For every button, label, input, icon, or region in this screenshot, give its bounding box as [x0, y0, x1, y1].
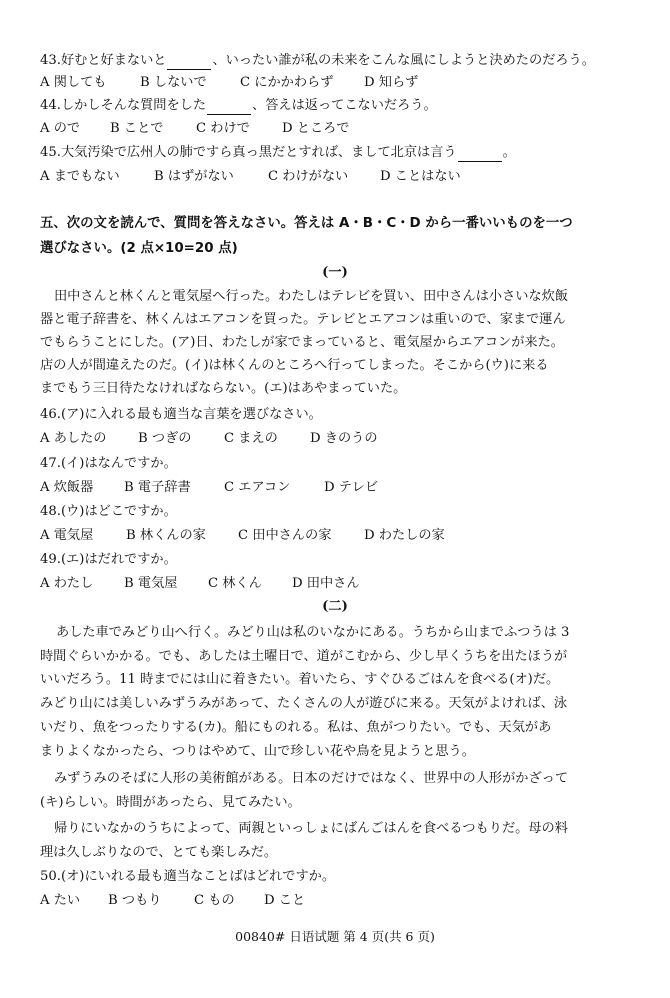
passage-2-line: みどり山には美しいみずうみがあって、たくさんの人が遊びに来る。天気がよければ、泳 [40, 696, 568, 711]
passage-2-line: 帰りにいなかのうちによって、両親といっしょにばんごはんを食べるつもりだ。母の料 [54, 821, 568, 836]
question-44-text-before: 44.しかしそんな質問をした [40, 98, 207, 113]
question-48: 48.(ウ)はどこですか。 [40, 504, 177, 519]
option-c: C にかかわらず [240, 75, 334, 90]
option-a: A 電気屋 [40, 528, 94, 543]
question-47: 47.(イ)はなんですか。 [40, 456, 177, 471]
question-45 [40, 144, 516, 162]
option-c: C わけがない [268, 169, 349, 184]
section-heading-line-1: 五、次の文を読んで、質問を答えなさい。答えは A・B・C・D から一番いいものを一つ [40, 216, 573, 231]
question-43 [40, 52, 595, 70]
option-a: A わたし [40, 576, 94, 591]
option-c: C もの [194, 893, 235, 908]
answer-blank [167, 55, 211, 70]
question-44 [40, 97, 437, 115]
option-d: D ところで [282, 121, 350, 136]
option-d: D 知らず [364, 75, 419, 90]
question-49-options [40, 575, 360, 593]
passage-2-line: (キ)らしい。時間があったら、見てみたい。 [40, 795, 301, 810]
option-a: A までもない [40, 169, 120, 184]
option-b: B ことで [110, 121, 164, 136]
question-43-text-before: 43.好むと好まないと [40, 53, 167, 68]
part-2-heading: (二) [322, 599, 348, 614]
passage-2-line: 時間ぐらいかかる。でも、あしたは土曜日で、道がこむから、少し早くうちを出たほうが [40, 649, 568, 664]
option-b: B 電気屋 [124, 576, 178, 591]
option-d: D きのうの [310, 431, 378, 446]
option-d: D テレビ [324, 480, 379, 495]
question-43-options [40, 74, 418, 92]
option-a: A 炊飯器 [40, 480, 94, 495]
question-46: 46.(ア)に入れる最も適当な言葉を選びなさい。 [40, 407, 322, 422]
answer-blank [458, 147, 502, 162]
option-d: D こと [264, 893, 306, 908]
option-c: C 林くん [208, 576, 262, 591]
passage-2-line: 理は久しぶりなので、とても楽しみだ。 [40, 845, 278, 860]
option-b: B はずがない [154, 169, 234, 184]
question-47-options [40, 479, 378, 497]
passage-2-line: みずうみのそばに人形の美術館がある。日本のだけではなく、世界中の人形がかざって [54, 771, 569, 786]
passage-1-line: 田中さんと林くんと電気屋へ行った。わたしはテレビを買い、田中さんは小さいな炊飯 [54, 289, 569, 304]
question-45-text-before: 45.大気汚染で広州人の肺ですら真っ黒だとすれば、まして北京は言う [40, 145, 457, 160]
answer-blank [207, 100, 251, 115]
option-b: B つぎの [138, 431, 192, 446]
question-45-text-after: 。 [502, 145, 516, 160]
option-b: B 林くんの家 [126, 528, 206, 543]
passage-2-line: まりよくなかったら、つりはやめて、山で珍しい花や鳥を見ようと思う。 [40, 744, 475, 759]
question-50-options [40, 892, 305, 910]
question-43-text-after: 、いったい誰が私の未来をこんな風にしようと決めたのだろう。 [212, 53, 595, 68]
option-c: C エアコン [224, 480, 291, 495]
option-a: A あしたの [40, 431, 107, 446]
option-a: A 関しても [40, 75, 107, 90]
option-c: C わけで [196, 121, 250, 136]
option-b: B つもり [108, 893, 162, 908]
section-heading-line-2: 選びなさい。(2 点×10=20 点) [40, 241, 238, 256]
question-49: 49.(エ)はだれですか。 [40, 552, 177, 567]
question-50: 50.(オ)にいれる最も適当なことばはどれですか。 [40, 869, 336, 884]
passage-1-line: までもう三日待たなければならない。(エ)はあやまっていた。 [40, 381, 407, 396]
option-d: D 田中さん [292, 576, 360, 591]
option-b: B 電子辞書 [124, 480, 191, 495]
passage-2-line: いだり、魚をつったりする(カ)。船にものれる。私は、魚がつりたい。でも、天気があ [40, 720, 552, 735]
option-a: A たい [40, 893, 81, 908]
option-d: D ことはない [380, 169, 461, 184]
part-1-heading: (一) [322, 265, 348, 280]
question-44-options [40, 120, 349, 138]
passage-1-line: でもらうことにした。(ア)日、わたしが家でまっていると、電気屋からエアコンが来た。 [40, 335, 564, 350]
option-c: C まえの [224, 431, 278, 446]
page-footer: 00840# 日语试题 第 4 页(共 6 页) [235, 929, 435, 944]
option-c: C 田中さんの家 [238, 528, 332, 543]
passage-2-line: いいだろう。11 時までには山に着きたい。着いたら、すぐひるごはんを食べる(オ)だ。 [40, 672, 560, 687]
question-44-text-after: 、答えは返ってこないだろう。 [252, 98, 437, 113]
passage-1-line: 店の人が間違えたのだ。(イ)は林くんのところへ行ってしまった。そこから(ウ)に来る [40, 358, 549, 373]
option-a: A ので [40, 121, 81, 136]
question-45-options [40, 168, 461, 186]
question-46-options [40, 430, 378, 448]
option-d: D わたしの家 [364, 528, 445, 543]
passage-2-line: あした車でみどり山へ行く。みどり山は私のいなかにある。うちから山までふつうは 3 [56, 625, 570, 640]
passage-1-line: 器と電子辞書を、林くんはエアコンを買った。テレビとエアコンは重いので、家まで運ん [40, 312, 566, 327]
option-b: B しないで [140, 75, 207, 90]
question-48-options [40, 527, 445, 545]
